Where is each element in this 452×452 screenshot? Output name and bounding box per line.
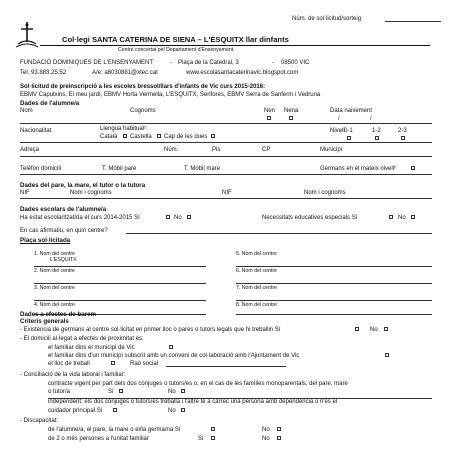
street-number-label: Núm.	[164, 147, 179, 153]
lang-catalan-label: Català	[100, 134, 118, 140]
request-number-label: Núm. de sol·licitud/sorteig	[292, 16, 362, 22]
work-contract-no-checkbox[interactable]	[181, 389, 185, 393]
lang-spanish-label: Castella	[130, 134, 152, 140]
disability-family-no-checkbox[interactable]	[277, 427, 281, 431]
place-6-line	[236, 283, 432, 284]
address-agreement-text: el familiar dins d'un municipi subscrit amb un conveni de col·laboració amb l'Ajuntament de Vic	[48, 353, 300, 359]
level-label: Nivell	[330, 128, 345, 134]
father-mobile-label: T. Mòbil pare	[102, 166, 137, 172]
company-name-field[interactable]	[166, 361, 286, 367]
place-7-line	[236, 300, 432, 301]
town-label: Municipi	[320, 147, 343, 153]
work-contract-no-label: No	[168, 389, 176, 395]
home-phone-label: Telèfon domicili	[20, 166, 62, 172]
address-agreement-checkbox[interactable]	[385, 353, 389, 357]
foundation-address: Plaça de la Catedral, 3	[178, 60, 239, 66]
special-needs-no-label: No	[398, 215, 406, 221]
language-label: Llengua habitual¹:	[100, 126, 148, 132]
barem-section-title: Dades a efectes de barem	[20, 311, 97, 318]
mother-mobile-label: T. Mòbil mare	[184, 166, 221, 172]
row-line	[20, 156, 432, 157]
caregiver-no-label: No	[168, 408, 176, 414]
which-centre-field[interactable]	[126, 228, 432, 234]
address-vic-text: el familiar dins el municipi de Vic	[48, 345, 135, 351]
caregiver-text: cuidador principal Sí	[48, 408, 103, 414]
work-contract-tutor-text: o tutor/a	[48, 389, 71, 395]
school-crest-logo	[14, 20, 40, 48]
place-2-label: 2. Nom del centre	[34, 268, 75, 274]
child-surname-label: Cognoms	[130, 108, 156, 114]
general-criteria-title: Criteris generals	[20, 318, 69, 325]
nationality-label: Nacionalitat	[20, 128, 52, 134]
postcode-label: CP	[262, 147, 271, 153]
caregiver-yes-checkbox[interactable]	[113, 408, 117, 412]
place-1-value: L'ESQUITX	[50, 257, 77, 263]
place-2-line	[34, 283, 206, 284]
girl-checkbox[interactable]	[289, 116, 293, 120]
special-needs-label: Necessitats educatives especials Sí	[262, 215, 358, 221]
place-3-label: 3. Nom del centre	[34, 285, 75, 291]
level-1-2-label: 1-2	[372, 128, 381, 134]
foundation-website: www.escolasantacaterinavic.blogspot.com	[186, 70, 299, 76]
places-section-title: Plaça sol·licitada	[20, 237, 71, 244]
level-0-1-label: 0-1	[344, 128, 353, 134]
schooled-no-checkbox[interactable]	[187, 215, 191, 219]
foundation-name: FUNDACIÓ DOMINIQUES DE L'ENSENYAMENT	[20, 60, 154, 66]
girl-label: Nena	[284, 108, 299, 114]
special-needs-no-checkbox[interactable]	[411, 215, 415, 219]
place-6-label: 6. Nom del centre	[236, 268, 277, 274]
place-5-line	[236, 266, 432, 267]
level-1-2-checkbox[interactable]	[375, 136, 379, 140]
schooled-yes-checkbox[interactable]	[166, 215, 170, 219]
schooled-no-label: No	[174, 215, 182, 221]
foundation-postcode: 08500 VIC	[281, 60, 310, 66]
siblings-checkbox[interactable]	[411, 166, 415, 170]
place-3-line	[34, 300, 206, 301]
intro-line-1: Sol·licitud de preinscripció a les escoles bressol/llars d'infants de Vic curs 2015-2016:	[20, 84, 266, 90]
request-number-field[interactable]	[385, 16, 441, 22]
fullname-1-label: Nom i cognoms	[70, 190, 112, 196]
special-needs-yes-checkbox[interactable]	[389, 215, 393, 219]
intro-line-2: EBMV Caputxins, El meu jardí, EBMV Horta Vermella, L'ESQUITX, Serifores, EBMV Serra de Sanferm i Vedruna	[20, 92, 321, 98]
siblings-label: Germans en el mateix nivell²	[320, 166, 397, 172]
criteria-siblings-yes-checkbox[interactable]	[355, 327, 359, 331]
nif-2-label: NIF	[222, 190, 232, 196]
level-2-3-checkbox[interactable]	[401, 136, 405, 140]
lang-none-checkbox[interactable]	[211, 134, 215, 138]
criteria-siblings-no-label: No	[370, 327, 378, 333]
row-line	[20, 123, 432, 124]
floor-label: Pis	[212, 147, 221, 153]
criteria-work-life-text: - Conciliació de la vida laboral i familiar:	[20, 372, 126, 378]
foundation-phone: Tel. 93.883.25.52	[20, 70, 67, 76]
form-page: Núm. de sol·licitud/sorteig Col·legi SANTA CATERINA DE SIENA – L'ESQUITX llar dinfants Centre concertat pel Departament d'Ensenyament FUNDACIÓ DOMINIQUES DE L'ENSENYAMENT - Plaça de la Catedral, 3 - 08500 VIC Tel. 93.883.25.52 A/e: a8030881@xtec.cat www.escolasantacaterinavic.blogspot.com Sol·licitud de preinscripció a les escoles bressol/llars d'infants de Vic curs 2015-2016: EBMV Caputxins, El meu jardí, EBMV Horta Vermella, L'ESQUITX, Serifores, EBMV Serra de Sanferm i Vedruna Dades de l'alumne/a Nom Cognoms Nen Nena Data naixement / / Nacionalitat Llengua habitual¹: Català Castella Cap de les dues Nivell 0-1 1-2 2-3 Adreça Núm. Pis CP Municipi Telèfon domicili T. Mòbil pare T. Mòbil mare Germans en el mateix nivell² Dades del pare, la mare, el tutor o la tutora NIF Nom i cognoms NIF Nom i cognoms Dades escolars de l'alumne/a Ha estat escolaritzat/da el curs 2014-2015 Sí No Necessitats educatives especials Sí No En cas afirmatiu, en quin centre? Plaça sol·licitada 1. Nom del centre L'ESQUITX 2. Nom del centre 3. Nom del centre 4. Nom del centre 5. Nom del centre 6. Nom del centre 7. Nom del centre 8. Nom del centre Dades a efectes de barem Criteris generals - Existència de germans al centre sol·licitat en primer lloc o pares o tutors legals que hi treballin Sí No - El domicili al·legat a efectes de proximitat és: el familiar dins el municipi de Vic el familiar dins d'un municipi subscrit amb un conveni de col·laboració amb l'Ajuntament de Vic el lloc de treball Raó social - Conciliació de la vida laboral i familiar: contracte vigent per part dels dos cònjuges o tutors/es o, en el cas de les famílies monoparentals, del pare, mare o tutor/a Sí No independent: els dos cònjuges o tutors/es treballa i l'altre té a càrrec una persona amb dependència o n'és el cuidador principal Sí No - Discapacitat: de l'alumne/a, el pare, la mare o el/la germà/na Sí No de 2 o més persones a l'unitat familiar Sí No	[0, 0, 452, 452]
lang-spanish-checkbox[interactable]	[157, 134, 161, 138]
disability-family-text: de l'alumne/a, el pare, la mare o el/la germà/na Sí	[48, 427, 181, 433]
address-label: Adreça	[20, 147, 40, 153]
child-section-title: Dades de l'alumne/a	[20, 100, 80, 107]
dependent-care-text: independent: els dos cònjuges o tutors/es treballa i l'altre té a càrrec una persona amb dependència o n'és el	[48, 399, 338, 405]
lang-catalan-checkbox[interactable]	[123, 134, 127, 138]
criteria-disability-text: - Discapacitat:	[20, 418, 59, 424]
disability-multiple-no-checkbox[interactable]	[277, 436, 281, 440]
row-line	[20, 174, 432, 175]
birthdate-label: Data naixement	[330, 108, 373, 114]
work-contract-yes-label: Sí	[108, 389, 114, 395]
school-section-title: Dades escolars de l'alumne/a	[20, 206, 107, 213]
place-8-line	[236, 314, 432, 315]
boy-checkbox[interactable]	[267, 116, 271, 120]
boy-label: Nen	[264, 108, 276, 114]
caregiver-no-checkbox[interactable]	[181, 408, 185, 412]
place-4-label: 4. Nom del centre	[34, 302, 75, 308]
foundation-email: A/e: a8030881@xtec.cat	[92, 70, 158, 76]
place-1-line	[34, 266, 206, 267]
nif-1-label: NIF	[20, 190, 30, 196]
disability-multiple-no-label: No	[262, 436, 270, 442]
address-work-text: el lloc de treball	[48, 361, 90, 367]
criteria-siblings-text: - Existència de germans al centre sol·licitat en primer lloc o pares o tutors legals que hi treballin Sí	[20, 327, 281, 333]
disability-multiple-yes-label: Sí	[198, 436, 204, 442]
place-5-label: 5. Nom del centre	[236, 251, 277, 257]
fullname-2-label: Nom i cognoms	[304, 190, 346, 196]
disability-multiple-yes-checkbox[interactable]	[211, 436, 215, 440]
birthdate-separator-1: /	[338, 116, 340, 122]
disability-family-yes-checkbox[interactable]	[211, 427, 215, 431]
place-7-label: 7. Nom del centre	[236, 285, 277, 291]
work-contract-yes-checkbox[interactable]	[119, 389, 123, 393]
company-name-label: Raó social	[130, 361, 159, 367]
work-contract-text: contracte vigent per part dels dos cònjuges o tutors/es o, en el cas de les famílies monoparentals, del pare, mare	[48, 381, 348, 387]
disability-family-no-label: No	[262, 427, 270, 433]
address-work-checkbox[interactable]	[111, 361, 115, 365]
lang-none-label: Cap de les dues	[164, 134, 208, 140]
criteria-address-text: - El domicili al·legat a efectes de proximitat és:	[20, 336, 144, 342]
birthdate-separator-2: /	[370, 116, 372, 122]
schooled-label: Ha estat escolaritzat/da el curs 2014-2015 Sí	[20, 215, 140, 221]
child-name-label: Nom	[20, 108, 33, 114]
school-subtitle: Centre concertat pel Departament d'Ensenyament	[118, 47, 234, 53]
criteria-siblings-no-checkbox[interactable]	[384, 327, 388, 331]
address-vic-checkbox[interactable]	[169, 345, 173, 349]
level-0-1-checkbox[interactable]	[347, 136, 351, 140]
place-1-label: 1. Nom del centre	[34, 251, 75, 257]
school-title: Col·legi SANTA CATERINA DE SIENA – L'ESQUITX llar dinfants	[62, 35, 289, 44]
row-line	[20, 198, 432, 199]
parents-section-title: Dades del pare, la mare, el tutor o la tutora	[20, 182, 146, 189]
row-line	[20, 142, 432, 143]
which-centre-label: En cas afirmatiu, en quin centre?	[20, 228, 108, 234]
disability-multiple-text: de 2 o més persones a l'unitat familiar	[48, 436, 149, 442]
level-2-3-label: 2-3	[398, 128, 407, 134]
place-8-label: 8. Nom del centre	[236, 302, 277, 308]
header-divider	[40, 45, 430, 46]
